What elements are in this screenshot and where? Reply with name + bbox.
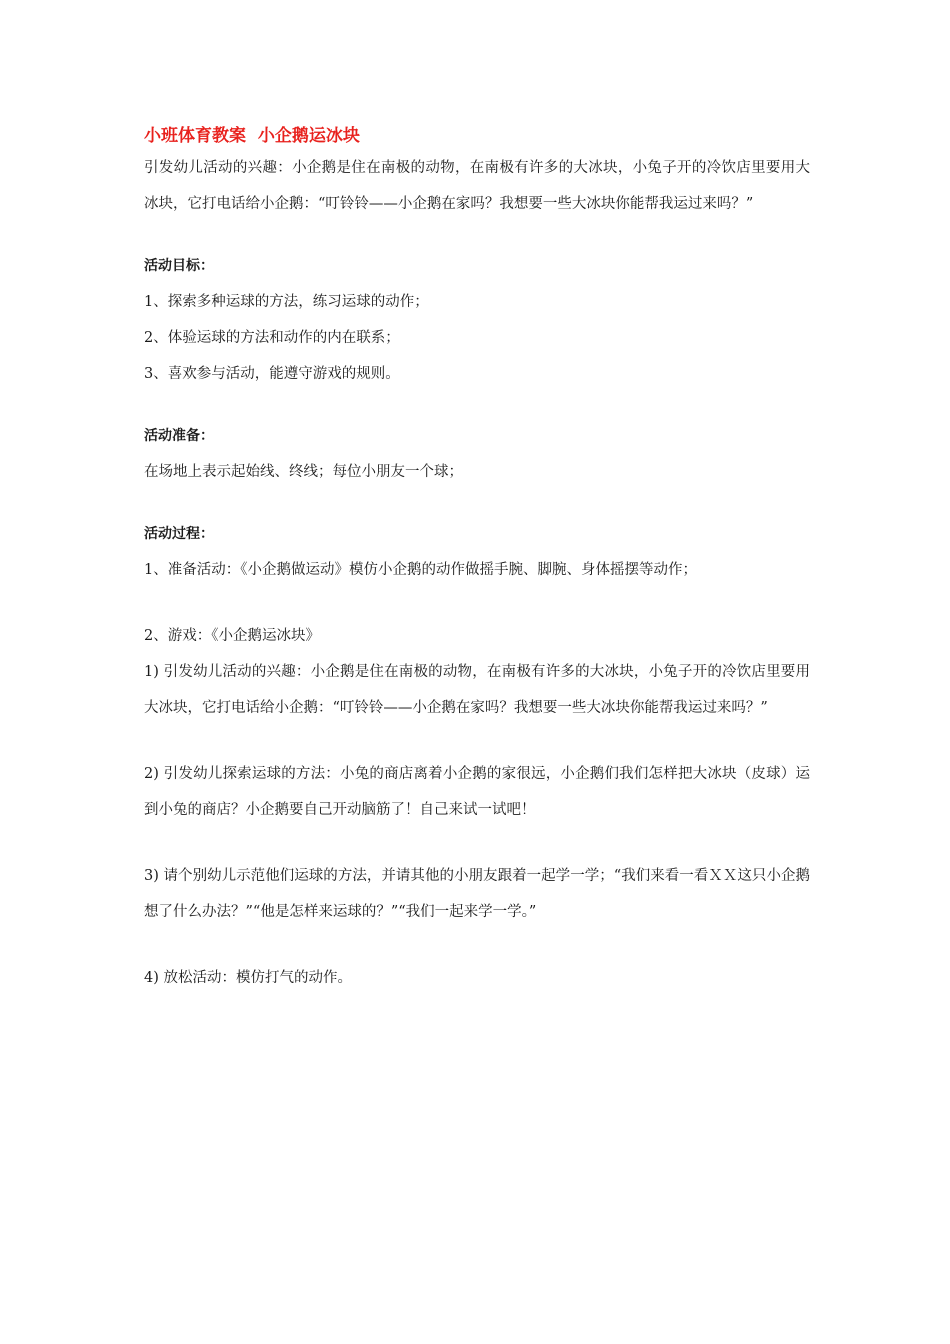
- preparation-heading: 活动准备：: [144, 428, 214, 444]
- process-substep-4: 4) 放松活动：模仿打气的动作。: [144, 970, 352, 986]
- process-substep-2: 2) 引发幼儿探索运球的方法：小兔的商店离着小企鹅的家很远，小企鹅们我们怎样把大冰块（皮球）运到小兔的商店？小企鹅要自己开动脑筋了！自己来试一试吧！: [144, 766, 810, 818]
- process-heading: 活动过程：: [144, 526, 214, 542]
- preparation-text: 在场地上表示起始线、终线；每位小朋友一个球；: [144, 464, 463, 480]
- goal-item: 2、体验运球的方法和动作的内在联系；: [144, 330, 400, 346]
- goal-item: 3、喜欢参与活动，能遵守游戏的规则。: [144, 366, 400, 382]
- document-title: 小班体育教案 小企鹅运冰块: [144, 126, 360, 146]
- process-step-1: 1、准备活动：《小企鹅做运动》模仿小企鹅的动作做摇手腕、脚腕、身体摇摆等动作；: [144, 562, 697, 578]
- process-substep-3: 3) 请个别幼儿示范他们运球的方法，并请其他的小朋友跟着一起学一学；“我们来看一看ＸＸ这只小企鹅想了什么办法？”“他是怎样来运球的？”“我们一起来学一学。”: [144, 868, 810, 920]
- process-substep-1: 1) 引发幼儿活动的兴趣：小企鹅是住在南极的动物，在南极有许多的大冰块，小兔子开的冷饮店里要用大冰块，它打电话给小企鹅：“叮铃铃——小企鹅在家吗？我想要一些大冰块你能帮我运过来吗？”: [144, 664, 810, 716]
- process-step-2: 2、游戏：《小企鹅运冰块》: [144, 628, 320, 644]
- intro-paragraph: 引发幼儿活动的兴趣：小企鹅是住在南极的动物，在南极有许多的大冰块，小兔子开的冷饮店里要用大冰块，它打电话给小企鹅：“叮铃铃——小企鹅在家吗？我想要一些大冰块你能帮我运过来吗？”: [144, 160, 810, 212]
- goal-item: 1、探索多种运球的方法，练习运球的动作；: [144, 294, 429, 310]
- document-page: [144, 122, 810, 996]
- goals-heading: 活动目标：: [144, 258, 214, 274]
